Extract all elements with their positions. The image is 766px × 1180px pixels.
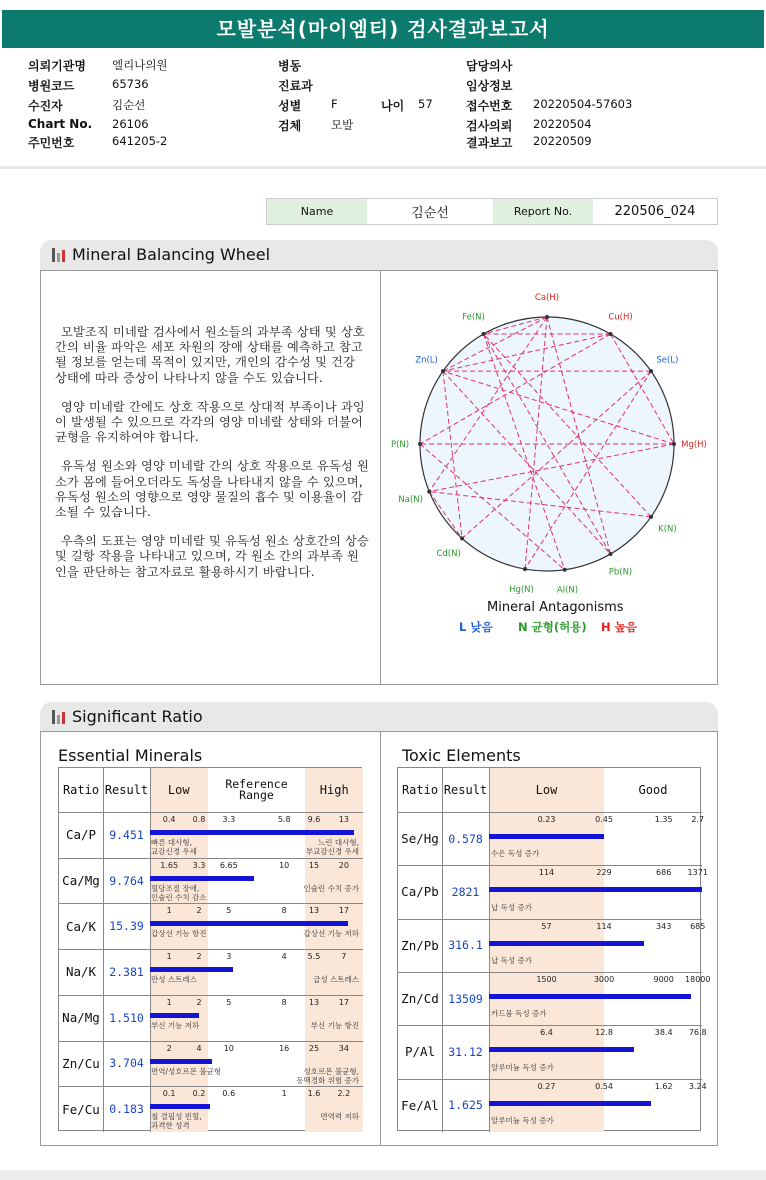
scale-tick: 38.4 xyxy=(654,1028,673,1038)
info-label: 의뢰기관명 xyxy=(28,59,86,73)
info-label: 진료과 xyxy=(278,79,313,93)
scale-tick: 3.24 xyxy=(688,1081,707,1091)
scale-tick: 17 xyxy=(338,997,349,1007)
ratio-name: P/Al xyxy=(404,1044,436,1060)
wheel-node-label: Hg(N) xyxy=(509,584,534,595)
scale-tick: 20 xyxy=(338,860,349,870)
ratio-name: Zn/Pb xyxy=(401,937,439,953)
status-note: 납 독성 증가 xyxy=(491,956,532,965)
info-value: 김순선 xyxy=(112,98,146,112)
ratio-name: Zn/Cd xyxy=(401,991,439,1007)
result-bar xyxy=(150,830,354,835)
scale-tick: 3000 xyxy=(593,975,615,984)
scale-tick: 114 xyxy=(596,921,612,931)
ratio-name: Zn/Cu xyxy=(62,1055,100,1071)
scale-tick: 2 xyxy=(196,997,202,1007)
wheel-node-label: Zn(L) xyxy=(415,355,438,366)
wheel-paragraph: 유독성 원소와 영양 미네랄 간의 상호 작용으로 유독성 원소가 몸에 들어오더라도 독성을 나타내지 않을 수 있으며, 유독성 원소의 영향으로 영양 물질의 흡수 및 이용율이 감소될 수 있습니다. xyxy=(55,459,369,520)
info-label: 병동 xyxy=(278,59,302,73)
wheel-node-label: Cu(H) xyxy=(608,312,633,323)
scale-tick: 8 xyxy=(281,906,287,916)
scale-tick: 2 xyxy=(166,1043,172,1053)
result-bar xyxy=(489,1047,634,1052)
toxic-table xyxy=(397,767,711,1131)
bar-chart-icon xyxy=(52,248,66,262)
scale-tick: 114 xyxy=(538,868,555,878)
scale-tick: 0.54 xyxy=(595,1081,613,1091)
low-note: 빠른 대사형, 교감신경 우세 xyxy=(151,838,197,856)
scale-tick: 7 xyxy=(341,952,347,962)
high-note: 인슐린 수치 증가 xyxy=(303,883,359,893)
result-bar xyxy=(150,876,254,881)
scale-tick: 5 xyxy=(226,906,232,916)
scale-tick: 0.6 xyxy=(222,1089,236,1099)
essential-title: Essential Minerals xyxy=(58,746,203,765)
scale-tick: 3.3 xyxy=(192,860,206,870)
info-label: 수진자 xyxy=(28,99,63,113)
good-header: Good xyxy=(638,783,668,797)
ratio-result: 9.451 xyxy=(109,827,144,842)
scale-tick: 4 xyxy=(281,952,287,962)
scale-tick: 0.27 xyxy=(537,1081,556,1091)
scale-tick: 2.2 xyxy=(337,1089,351,1099)
report-label: Report No. xyxy=(493,199,593,224)
scale-tick: 17 xyxy=(338,906,349,916)
name-report-box xyxy=(266,198,718,225)
info-label: 성별 xyxy=(278,99,302,113)
result-bar xyxy=(489,994,691,999)
info-value: 57 xyxy=(418,97,433,111)
scale-tick: 10 xyxy=(223,1043,234,1053)
scale-tick: 0.1 xyxy=(162,1089,176,1099)
col-divider xyxy=(489,768,490,1132)
wheel-node xyxy=(609,332,613,336)
legend-high: H 높음 xyxy=(601,620,637,634)
scale-tick: 343 xyxy=(656,921,672,931)
scale-tick: 0.8 xyxy=(192,815,206,824)
status-note: 알루미늄 독성 증가 xyxy=(491,1116,554,1125)
scale-tick: 5.5 xyxy=(307,952,321,962)
low-note: 부신 기능 저하 xyxy=(151,1020,200,1030)
scale-tick: 1 xyxy=(281,1089,287,1099)
scale-tick: 5 xyxy=(226,997,232,1007)
wheel-node xyxy=(441,369,445,373)
ratio-result: 2.381 xyxy=(109,964,144,979)
high-note: 부신 기능 항진 xyxy=(310,1020,359,1030)
scale-tick: 0.23 xyxy=(537,815,556,824)
legend-low: L 낮음 xyxy=(459,620,493,634)
wheel-node-label: Pb(N) xyxy=(608,567,633,578)
ratio-result: 31.12 xyxy=(448,1044,483,1059)
wheel-node xyxy=(482,332,486,336)
info-label: 임상정보 xyxy=(466,79,513,93)
scale-tick: 13 xyxy=(308,906,320,916)
wheel-node-label: Mg(H) xyxy=(681,440,707,450)
info-label: 결과보고 xyxy=(466,136,513,150)
scale-tick: 1.65 xyxy=(160,860,179,870)
high-note: 급성 스트레스 xyxy=(313,975,359,985)
info-label: 병원코드 xyxy=(28,79,75,93)
info-label: 검사의뢰 xyxy=(466,119,513,133)
ratio-name: Ca/Mg xyxy=(62,873,100,889)
scale-tick: 1.6 xyxy=(307,1089,321,1099)
scale-tick: 9.6 xyxy=(307,815,321,824)
ratio-result: 2821 xyxy=(451,884,480,899)
scale-tick: 1 xyxy=(166,997,172,1007)
scale-tick: 1 xyxy=(166,906,172,916)
scale-tick: 4 xyxy=(196,1043,202,1053)
scale-tick: 15 xyxy=(308,860,320,870)
wheel-node xyxy=(545,315,549,319)
wheel-node xyxy=(523,567,527,571)
result-header: Result xyxy=(104,783,149,797)
wheel-node-label: K(N) xyxy=(658,524,677,535)
scale-tick: 18000 xyxy=(685,975,711,984)
low-header: Low xyxy=(535,783,558,797)
divider xyxy=(0,166,766,169)
scale-tick: 1.62 xyxy=(654,1081,673,1091)
high-note: 면역력 저하 xyxy=(320,1112,359,1122)
scale-tick: 1.35 xyxy=(654,815,673,824)
essential-table xyxy=(58,767,362,1131)
ratio-section-header xyxy=(40,702,718,732)
wheel-section-title: Mineral Balancing Wheel xyxy=(72,245,271,264)
report-value: 220506_024 xyxy=(614,204,696,219)
result-header: Result xyxy=(443,783,488,797)
report-title: 모발분석(마이엠티) 검사결과보고서 xyxy=(2,10,764,48)
scale-tick: 16 xyxy=(279,1043,290,1053)
low-note: 면역/성호르몬 불균형 xyxy=(151,1066,222,1076)
wheel-node-label: Na(N) xyxy=(398,495,423,506)
ratio-name: Fe/Cu xyxy=(62,1101,100,1117)
info-value: 모발 xyxy=(331,118,354,132)
ratio-result: 0.578 xyxy=(448,831,483,846)
scale-tick: 6.65 xyxy=(219,860,238,870)
ratio-header: Ratio xyxy=(401,783,439,797)
result-bar xyxy=(489,834,604,839)
scale-tick: 0.4 xyxy=(162,815,176,824)
scale-tick: 13 xyxy=(308,997,320,1007)
scale-tick: 0.2 xyxy=(192,1089,206,1099)
status-note: 알루미늄 독성 증가 xyxy=(491,1062,554,1072)
status-note: 납 독성 증가 xyxy=(491,902,532,912)
high-note: 느린 대사형, 부교감신경 우세 xyxy=(305,838,359,856)
ratio-name: Na/Mg xyxy=(62,1010,100,1026)
name-label: Name xyxy=(267,199,367,224)
ratio-result: 0.183 xyxy=(109,1102,144,1117)
ratio-result: 3.704 xyxy=(109,1056,144,1071)
wheel-node-label: Al(N) xyxy=(556,585,579,596)
wheel-node-label: Ca(H) xyxy=(534,293,560,303)
info-value: 20220504-57603 xyxy=(533,97,633,111)
wheel-title: Mineral Antagonisms xyxy=(487,600,624,615)
scale-tick: 9000 xyxy=(653,975,674,984)
low-note: 갑상선 기능 항진 xyxy=(151,929,207,939)
footer-strip xyxy=(0,1170,766,1180)
ratio-result: 1.625 xyxy=(448,1098,483,1113)
wheel-node-label: P(N) xyxy=(390,440,410,450)
ratio-name: Ca/K xyxy=(65,918,97,934)
result-bar xyxy=(150,1059,212,1064)
result-bar xyxy=(489,941,644,946)
legend-normal: N 균형(허용) xyxy=(518,620,587,634)
high-note: 성호르몬 불균형, 동맥경화 위험 증가 xyxy=(296,1066,359,1085)
low-note: 혈당조절 장애, 인슐린 수치 감소 xyxy=(151,883,207,902)
ratio-section-title: Significant Ratio xyxy=(72,707,203,726)
info-value: 65736 xyxy=(112,77,149,91)
scale-tick: 3 xyxy=(226,952,232,962)
wheel-node xyxy=(609,552,613,556)
ratio-result: 13509 xyxy=(448,991,483,1006)
wheel-node-label: Cd(N) xyxy=(436,549,461,560)
ratio-result: 316.1 xyxy=(448,938,483,953)
wheel-node xyxy=(649,369,653,373)
info-value: 20220509 xyxy=(533,134,592,148)
wheel-section-header xyxy=(40,240,718,270)
scale-tick: 6.4 xyxy=(540,1028,553,1038)
result-bar xyxy=(150,921,348,926)
reference-header: Reference Range xyxy=(225,777,288,802)
wheel-paragraph: 영양 미네랄 간에도 상호 작용으로 상대적 부족이나 과잉이 발생될 수 있으므로 각각의 영양 미네랄 상태와 더불어 균형을 유지하여야 합니다. xyxy=(55,399,365,445)
status-note: 카드뮴 독성 증가 xyxy=(491,1009,547,1019)
high-header: High xyxy=(319,783,349,797)
result-bar xyxy=(150,967,233,972)
wheel-description xyxy=(55,325,369,594)
scale-tick: 34 xyxy=(338,1043,349,1053)
panel-divider xyxy=(380,732,381,1145)
scale-tick: 229 xyxy=(596,868,612,878)
info-label: 주민번호 xyxy=(28,136,75,150)
scale-tick: 2 xyxy=(196,952,202,962)
ratio-result: 15.39 xyxy=(109,919,144,934)
scale-tick: 0.45 xyxy=(595,815,613,824)
wheel-node xyxy=(460,536,464,540)
scale-tick: 8 xyxy=(281,997,287,1007)
scale-tick: 25 xyxy=(308,1043,320,1053)
scale-tick: 1 xyxy=(166,952,172,962)
scale-tick: 13 xyxy=(338,815,349,824)
scale-tick: 3.3 xyxy=(222,815,236,824)
ratio-name: Ca/Pb xyxy=(401,884,439,900)
ratio-header: Ratio xyxy=(62,783,100,797)
low-note: 철 결핍성 빈혈, 과격한 성격 xyxy=(151,1112,202,1131)
info-value: 엘리나의원 xyxy=(112,58,168,72)
scale-tick: 1500 xyxy=(536,975,557,984)
scale-tick: 57 xyxy=(541,921,552,931)
info-value: F xyxy=(331,97,338,111)
wheel-node xyxy=(418,442,422,446)
high-note: 갑상선 기능 저하 xyxy=(303,929,359,939)
wheel-node xyxy=(563,568,567,572)
bar-chart-icon xyxy=(52,710,66,724)
result-bar xyxy=(489,887,702,892)
ratio-result: 9.764 xyxy=(109,873,144,888)
low-header: Low xyxy=(167,783,190,797)
low-note: 만성 스트레스 xyxy=(151,975,197,985)
result-bar xyxy=(489,1101,651,1106)
wheel-node xyxy=(649,515,653,519)
scale-tick: 685 xyxy=(690,921,706,931)
info-value: 641205-2 xyxy=(112,134,168,148)
info-label: 나이 xyxy=(381,99,405,113)
info-label: Chart No. xyxy=(28,117,93,131)
wheel-node-label: Se(L) xyxy=(656,355,679,366)
scale-tick: 1371 xyxy=(687,868,708,878)
scale-tick: 686 xyxy=(656,868,672,878)
info-value: 20220504 xyxy=(533,117,592,131)
status-note: 수은 독성 증가 xyxy=(491,849,540,859)
scale-tick: 76.8 xyxy=(688,1028,707,1038)
ratio-name: Se/Hg xyxy=(401,831,439,847)
scale-tick: 2.7 xyxy=(691,815,705,824)
name-value: 김순선 xyxy=(411,206,449,221)
ratio-result: 1.510 xyxy=(109,1010,144,1025)
info-label: 담당의사 xyxy=(466,59,513,73)
info-value: 26106 xyxy=(112,117,149,131)
toxic-title: Toxic Elements xyxy=(402,746,521,765)
scale-tick: 2 xyxy=(196,906,202,916)
result-bar xyxy=(150,1104,210,1109)
scale-tick: 12.8 xyxy=(595,1028,613,1038)
info-label: 검체 xyxy=(278,119,302,133)
ratio-name: Fe/Al xyxy=(401,1097,439,1113)
result-bar xyxy=(150,1013,199,1018)
wheel-paragraph: 우측의 도표는 영양 미네랄 및 유독성 원소 상호간의 상승 및 길항 작용을 나타내고 있으며, 각 원소 간의 과부족 원인을 판단하는 참고자료로 활용하시기 바랍니다. xyxy=(55,534,369,579)
scale-tick: 10 xyxy=(279,860,290,870)
wheel-node xyxy=(427,490,431,494)
wheel-paragraph: 모발조직 미네랄 검사에서 원소들의 과부족 상태 및 상호간의 비율 파악은 세포 차원의 장애 상태를 예측하고 참고될 정보를 얻는데 목적이 있지만, 개인의 감수성 및 건강 상태에 따라 증상이 나타나지 않을 수도 있습니다. xyxy=(55,325,365,385)
info-label: 접수번호 xyxy=(466,99,513,113)
scale-tick: 5.8 xyxy=(277,815,291,824)
wheel-node-label: Fe(N) xyxy=(462,312,485,323)
ratio-name: Ca/P xyxy=(65,827,97,843)
wheel-node xyxy=(672,442,676,446)
ratio-name: Na/K xyxy=(65,964,97,980)
